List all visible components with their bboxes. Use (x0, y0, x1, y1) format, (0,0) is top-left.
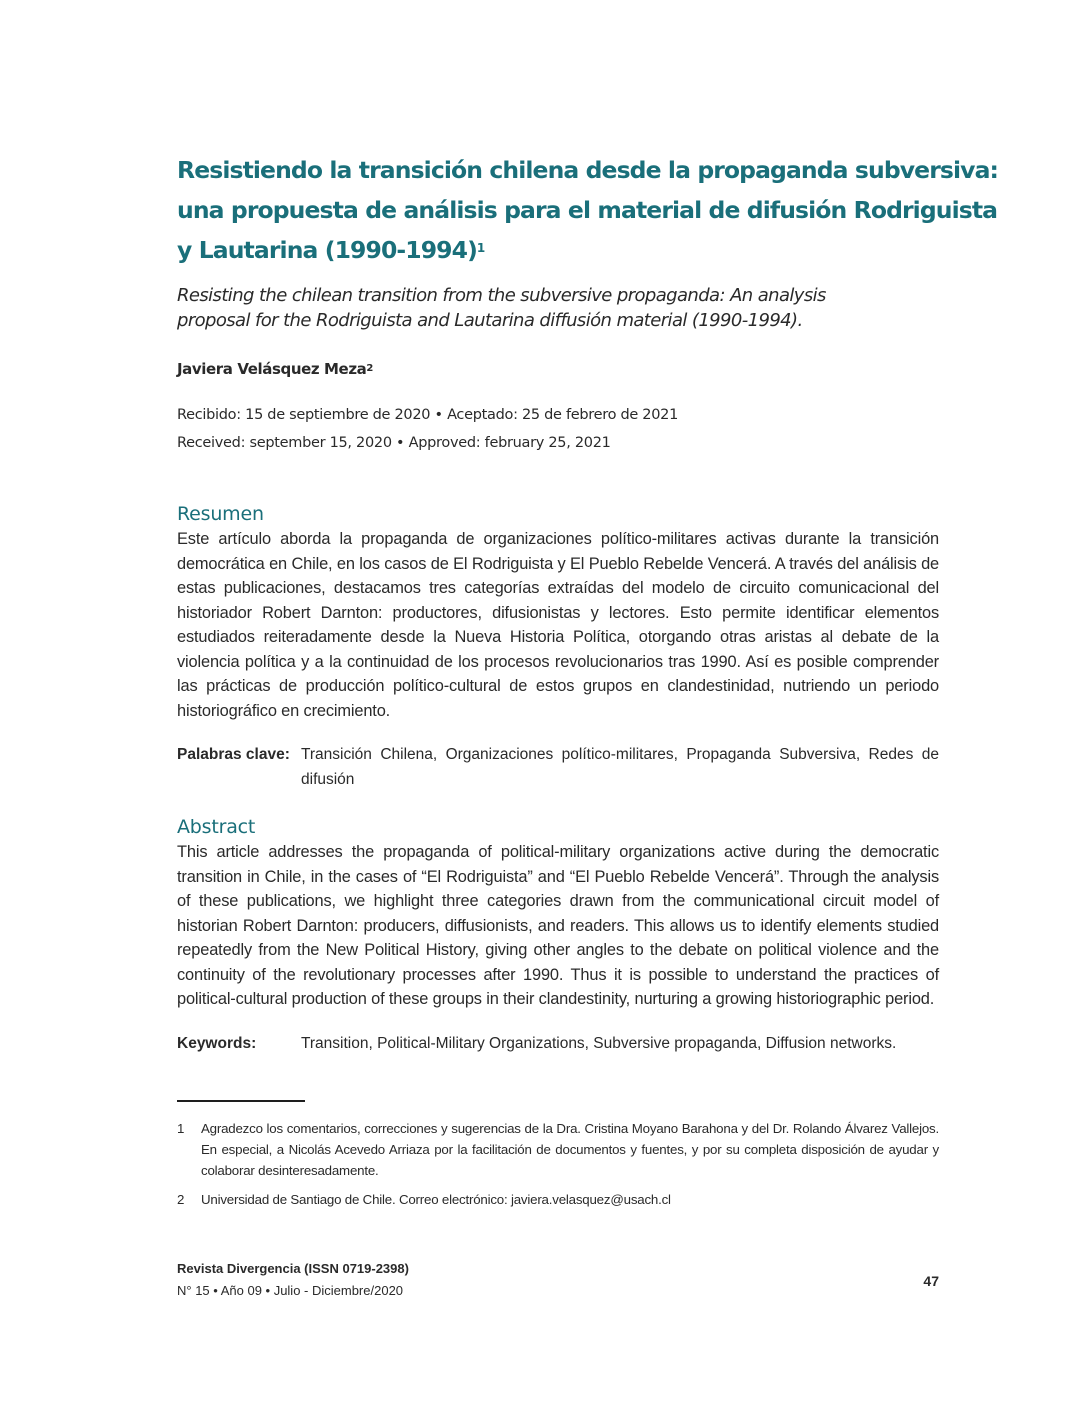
footnote-separator (177, 1100, 305, 1102)
title-line-3-wrap (177, 230, 939, 270)
page-footer-row (177, 1258, 939, 1342)
abstract-heading: Abstract (177, 816, 256, 838)
author-footnote-mark[interactable]: 2 (366, 363, 373, 374)
article-subtitle-english (177, 283, 939, 333)
footnote-number: 1 (177, 1120, 185, 1136)
palabras-clave-values: Transición Chilena, Organizaciones político-militares, Propaganda Subversiva, Redes de difusión (301, 746, 939, 788)
keywords-row (177, 1032, 939, 1057)
footnote-2 (177, 1189, 939, 1210)
subtitle-line-2: proposal for the Rodriguista and Lautarina diffusión material (1990-1994). (177, 310, 803, 331)
author-name (177, 359, 939, 379)
issue-info: N° 15 • Año 09 • Julio - Diciembre/2020 (177, 1282, 404, 1298)
subtitle-line-1: Resisting the chilean transition from the subversive propaganda: An analysis (177, 285, 826, 306)
footnote-1 (177, 1118, 939, 1181)
resumen-heading: Resumen (177, 503, 264, 525)
title-line-2: una propuesta de análisis para el material de difusión Rodriguista (177, 196, 998, 224)
article-title (177, 150, 999, 270)
footnote-text[interactable]: Universidad de Santiago de Chile. Correo electrónico: javiera.velasquez@usach.cl (201, 1191, 671, 1207)
resumen-text: Este artículo aborda la propaganda de organizaciones político-militares activas durante la transición democrática en Chile, en los casos de El Rodriguista y El Pueblo Rebelde Vencerá. A través del análisis de estas publicaciones, destacamos tres categorías extraídas del modelo de circuito comunicacional del historiador Robert Darnton: productores, difusionistas y lectores. Esto permite identificar elementos estudiados reiteradamente desde la Nueva Historia Política, otorgando otras aristas al debate de la violencia política y a la continuidad de los procesos revolucionarios tras 1990. Así es posible comprender las prácticas de producción político-cultural de estos grupos en clandestinidad, nutriendo un periodo historiográfico en crecimiento. (177, 530, 939, 720)
submission-dates (177, 401, 939, 457)
page-footer (177, 1258, 409, 1302)
keywords-label: Keywords: (177, 1034, 257, 1052)
palabras-clave-row (177, 743, 939, 792)
title-line-1: Resistiendo la transición chilena desde la propaganda subversiva: (177, 156, 999, 184)
title-footnote-mark[interactable]: 1 (476, 241, 485, 255)
palabras-clave-label: Palabras clave: (177, 746, 290, 763)
journal-name: Revista Divergencia (ISSN 0719-2398) (177, 1260, 409, 1276)
content-column (177, 150, 999, 1210)
dates-spanish: Recibido: 15 de septiembre de 2020 • Aceptado: 25 de febrero de 2021 (177, 407, 679, 423)
abstract-text: This article addresses the propaganda of political-military organizations active during the democratic transition in Chile, in the cases of “El Rodriguista” and “El Pueblo Rebelde Vencerá”. Through the analysis of these publications, we highlight three categories drawn from the communicational circuit model of historian Robert Darnton: producers, diffusionists, and readers. This allows us to identify elements studied repeatedly from the New Political History, giving other angles to the debate on political violence and the continuity of the revolutionary processes after 1990. Thus it is possible to understand the practices of political-cultural production of these groups in their clandestinity, nurturing a growing historiographic period. (177, 843, 939, 1008)
author-text: Javiera Velásquez Meza (177, 360, 367, 378)
dates-english: Received: september 15, 2020 • Approved: february 25, 2021 (177, 435, 611, 451)
keywords-values: Transition, Political-Military Organizations, Subversive propaganda, Diffusion networks. (301, 1034, 897, 1052)
footnote-number: 2 (177, 1191, 185, 1207)
title-line-3: y Lautarina (1990-1994) (177, 236, 477, 264)
footnote-text: Agradezco los comentarios, correcciones y sugerencias de la Dra. Cristina Moyano Barahona y del Dr. Rolando Álvarez Vallejos. En especial, a Nicolás Acevedo Arriaza por la facilitación de documentos y fuentes, y por su completa disposición de ayudar y colaborar desinteresadamente. (201, 1120, 939, 1178)
page-number: 47 (923, 1272, 939, 1289)
